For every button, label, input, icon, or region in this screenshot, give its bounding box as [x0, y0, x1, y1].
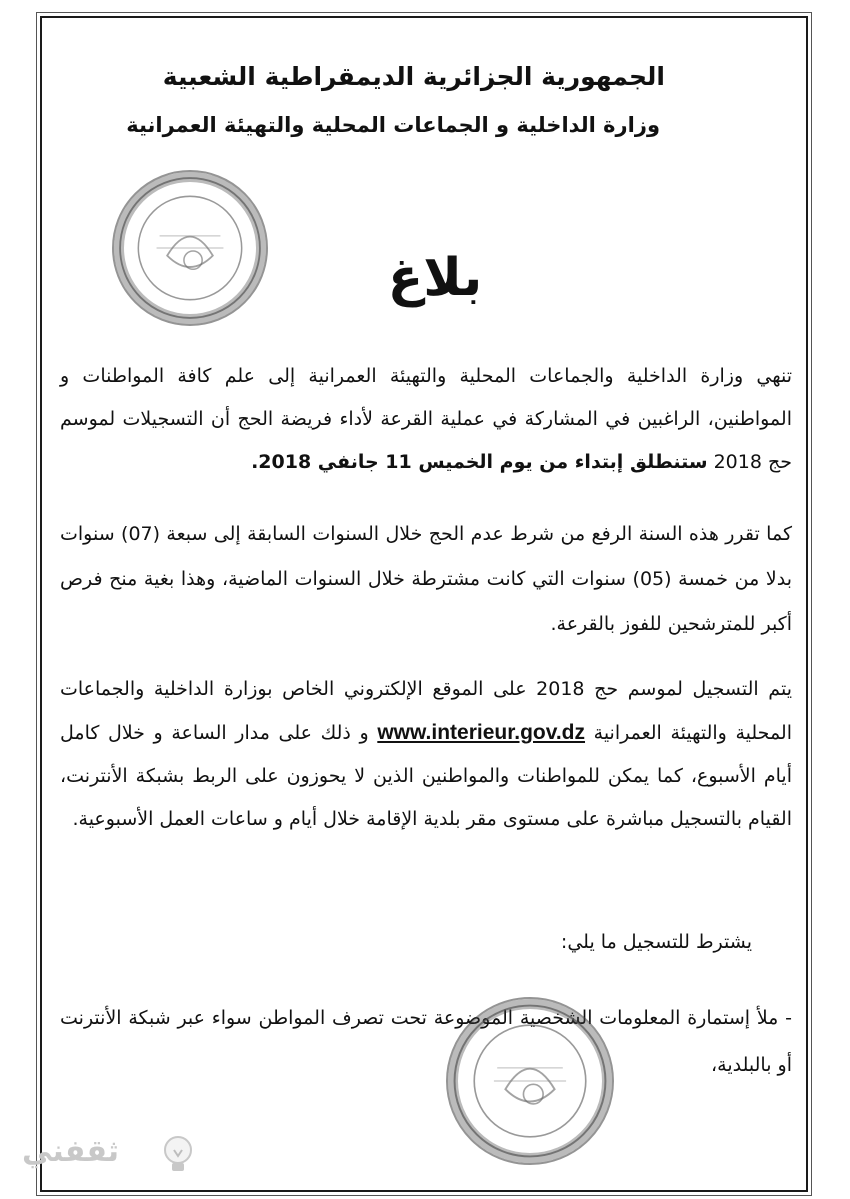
lightbulb-icon: [160, 1132, 196, 1178]
paragraph-registration-method: [60, 668, 792, 841]
paragraph1-date: ستنطلق إبتداء من يوم الخميس 11 جانفي 2018.: [251, 451, 708, 473]
official-stamp-icon: [446, 997, 614, 1165]
paragraph-eligibility: كما تقرر هذه السنة الرفع من شرط عدم الحج خلال السنوات السابقة إلى سبعة (07) سنوات بدلا من خمسة (05) سنوات التي كانت مشترطة خلال السنوات الماضية، وهذا بغية منح فرص أكبر للمترشحين للفوز بالقرعة.: [60, 523, 793, 635]
paragraph1-text: تنهي وزارة الداخلية والجماعات المحلية والتهيئة العمرانية إلى علم كافة المواطنات و المواطنين، الراغبين في المشاركة في عملية القرعة لأداء فريضة الحج أن التسجيلات لموسم حج 2018: [60, 365, 792, 473]
official-stamp-icon: [112, 170, 268, 326]
paragraph3-before: يتم التسجيل لموسم حج 2018 على الموقع الإلكتروني الخاص بوزارة الداخلية والجماعات المحلية والتهيئة العمرانية: [60, 678, 792, 744]
watermark-text: ثقفني: [22, 1134, 120, 1169]
ministry-header: وزارة الداخلية و الجماعات المحلية والتهيئة العمرانية: [126, 113, 660, 137]
announcement-title: بلاغ: [387, 248, 483, 308]
site-watermark: [10, 1128, 200, 1184]
requirements-intro: يشترط للتسجيل ما يلي:: [560, 931, 752, 953]
paragraph3-after: و ذلك على مدار الساعة و خلال كامل أيام الأسبوع، كما يمكن للمواطنات والمواطنين الذين لا يحوزون على الربط بشبكة الأنترنت، القيام بالتسجيل مباشرة على مستوى مقر بلدية الإقامة خلال أيام و ساعات العمل الأسبوعية.: [60, 722, 792, 830]
requirement-item: - ملأ إستمارة المعلومات الشخصية الموضوعة تحت تصرف المواطن سواء عبر شبكة الأنترنت أو بالبلدية،: [60, 1007, 792, 1076]
republic-header: الجمهورية الجزائرية الديمقراطية الشعبية: [162, 62, 665, 91]
ministry-website-link[interactable]: www.interieur.gov.dz: [377, 721, 586, 744]
paragraph-registration-start: [60, 355, 792, 484]
